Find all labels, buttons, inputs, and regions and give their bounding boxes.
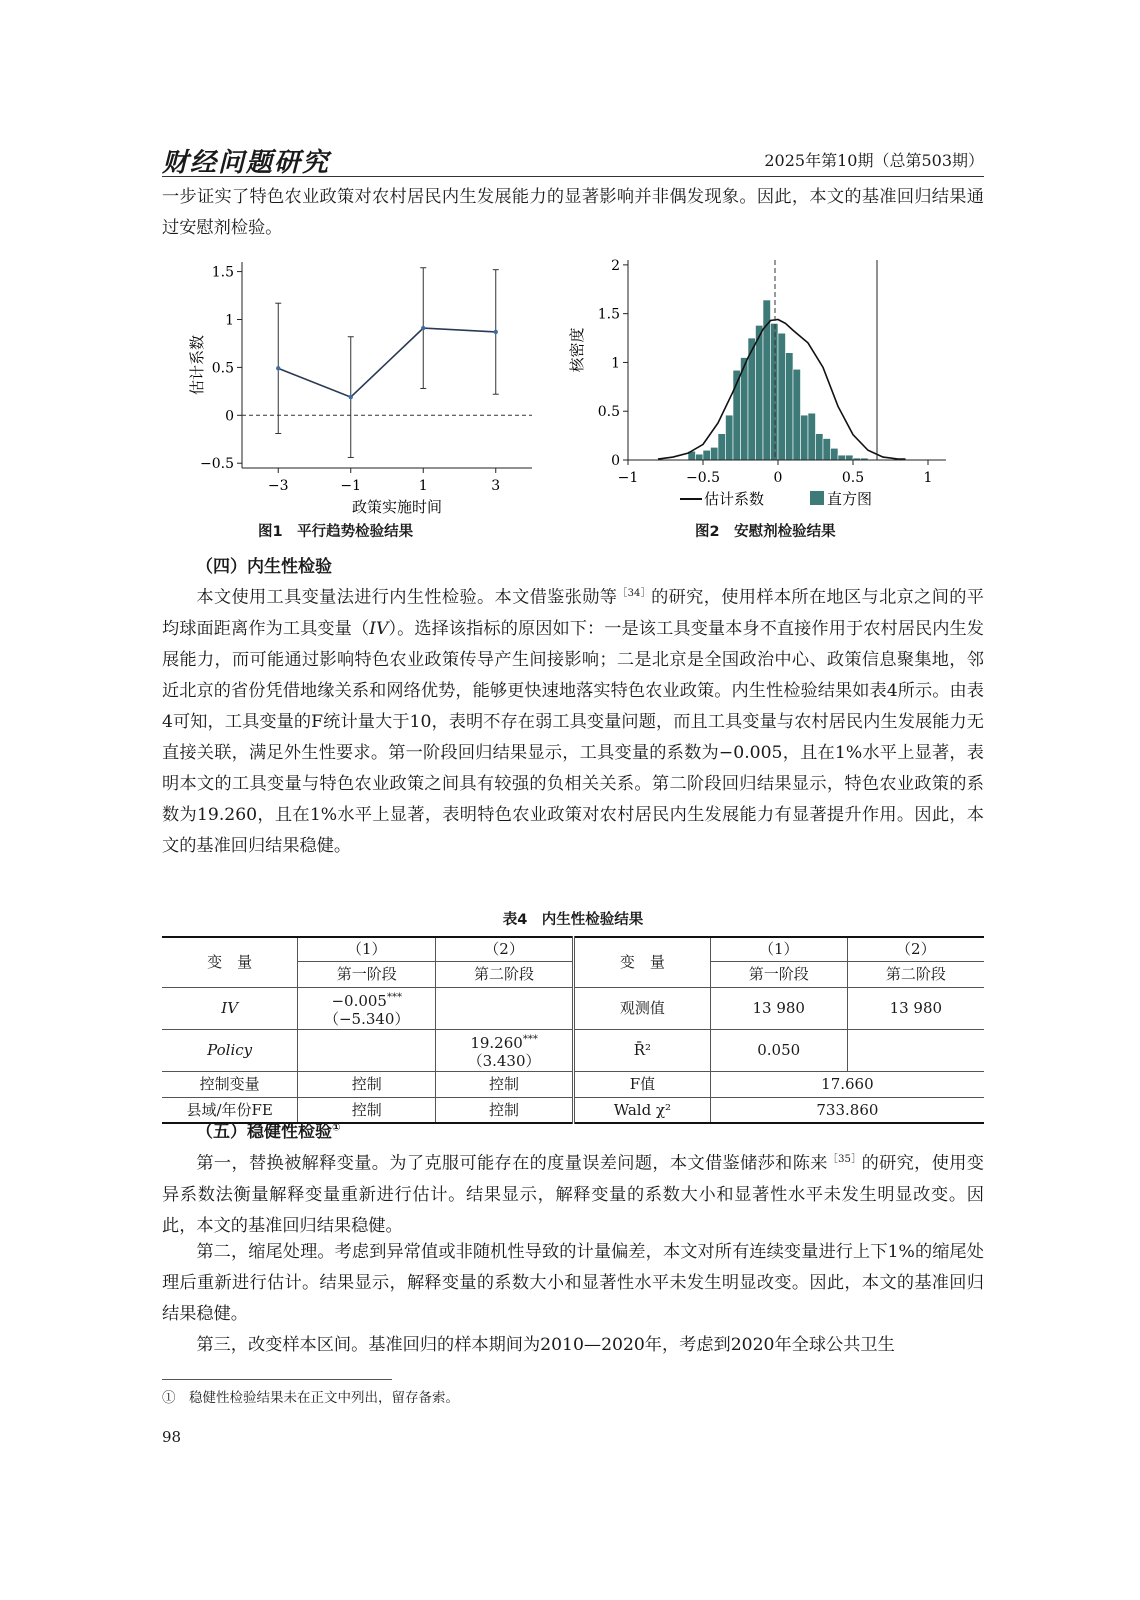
x-tick-label: 0: [773, 470, 783, 486]
y-tick-label: 0: [225, 408, 234, 425]
stage-2-label-right: 第二阶段: [847, 961, 984, 987]
coef-value: 19.260: [470, 1033, 523, 1052]
histogram-bar: [726, 415, 734, 460]
iv-tstat: （−5.340）: [323, 1009, 410, 1028]
histogram-bar: [696, 454, 704, 460]
section-5-heading: [196, 1117, 340, 1142]
journal-title: 财经问题研究: [162, 148, 331, 178]
row-label-iv: IV: [162, 987, 298, 1029]
y-axis-title: 核密度: [568, 327, 586, 373]
histogram-bar: [838, 455, 846, 460]
issue-info: 2025年第10期（总第503期）: [764, 151, 984, 170]
text-run: 的研究，使用样本所在地区与北京之间的平均球面距离作为工具变量（: [162, 587, 984, 639]
col-header-2: （2）: [436, 937, 574, 961]
heading-text: （五）稳健性检验: [196, 1122, 332, 1142]
section-5-paragraph-3: 第三，改变样本区间。基准回归的样本期间为2010—2020年，考虑到2020年全球公共卫生: [196, 1335, 895, 1355]
histogram-bar: [793, 369, 801, 460]
histogram-bar: [771, 323, 779, 460]
x-tick-label: 0.5: [841, 470, 865, 486]
y-tick-label: 1: [611, 355, 620, 372]
iv-stage2-cell: [436, 987, 574, 1029]
iv-symbol: IV: [369, 618, 389, 639]
estimate-point: [349, 395, 353, 399]
histogram-bar: [823, 439, 831, 460]
r2-c2: [847, 1029, 984, 1071]
figure-1-caption: 图1 平行趋势检验结果: [258, 524, 414, 540]
var-header-left: 变 量: [162, 937, 298, 987]
significance-stars: ***: [522, 1033, 538, 1045]
x-tick-label: 1: [418, 478, 428, 494]
row-label-policy: Policy: [162, 1029, 298, 1071]
y-tick-label: −0.5: [200, 456, 234, 473]
citation-ref-34: ［34］: [617, 588, 652, 599]
col-header-2-right: （2）: [847, 937, 984, 961]
wald-value: 733.860: [710, 1097, 984, 1123]
footnote-mark: ①: [332, 1122, 341, 1134]
x-axis-title: 政策实施时间: [351, 498, 443, 516]
page-header: [162, 142, 984, 177]
text-run: 本文使用工具变量法进行内生性检验。本文借鉴张勋等: [196, 587, 618, 608]
r2-c1: 0.050: [710, 1029, 847, 1071]
estimate-point: [421, 326, 425, 330]
row-label-r2: R̄²: [573, 1029, 710, 1071]
row-label-controls: 控制变量: [162, 1071, 298, 1097]
col-header-1: （1）: [298, 937, 436, 961]
page-number: 98: [162, 1428, 182, 1446]
citation-ref-35: ［35］: [827, 1154, 862, 1165]
histogram-bar: [846, 455, 854, 460]
section-5-paragraph-1: [162, 1144, 984, 1242]
y-tick-label: 0.5: [211, 360, 234, 377]
histogram-bar: [786, 353, 794, 460]
estimate-line: [278, 328, 496, 397]
policy-stage1-cell: [298, 1029, 436, 1071]
row-label-obs: 观测值: [573, 987, 710, 1029]
y-tick-label: 0.5: [597, 404, 620, 421]
policy-coef: [436, 1031, 572, 1052]
obs-c2: 13 980: [847, 987, 984, 1029]
legend-hist-label: 直方图: [827, 490, 873, 508]
y-tick-label: 1.5: [211, 264, 234, 281]
x-tick-label: −1: [340, 478, 362, 494]
x-tick-label: −0.5: [686, 470, 720, 486]
histogram-bar: [756, 325, 764, 460]
x-tick-label: −1: [617, 470, 639, 486]
histogram-bar: [831, 448, 839, 460]
iv-stage1-cell: [298, 987, 436, 1029]
stage-2-label: 第二阶段: [436, 961, 574, 987]
y-tick-label: 2: [611, 257, 620, 274]
y-tick-label: 1: [225, 312, 234, 329]
footnote-rule: [162, 1379, 392, 1380]
f-value: 17.660: [710, 1071, 984, 1097]
intro-paragraph: 一步证实了特色农业政策对农村居民内生发展能力的显著影响并非偶发现象。因此，本文的基准回归结果通过安慰剂检验。: [162, 187, 984, 238]
histogram-bar: [703, 450, 711, 460]
x-tick-label: −3: [267, 478, 289, 494]
estimate-point: [276, 366, 280, 370]
x-tick-label: 3: [491, 478, 501, 494]
section-5-paragraph-2: 第二，缩尾处理。考虑到异常值或非随机性导致的计量偏差，本文对所有连续变量进行上下1%的缩尾处理后重新进行估计。结果显示，解释变量的系数大小和显著性水平未发生明显改变。因此，本文的基准回归结果稳健。: [162, 1242, 984, 1324]
stage-1-label-right: 第一阶段: [710, 961, 847, 987]
policy-stage2-cell: [436, 1029, 574, 1071]
text-run: ）。选择该指标的原因如下：一是该工具变量本身不直接作用于农村居民内生发展能力，而可能通过影响特色农业政策传导产生间接影响；二是北京是全国政治中心、政策信息聚集地，邻近北京的省份凭借地缘关系和网络优势，能够更快速地落实特色农业政策。内生性检验结果如表4所示。由表4可知，工具变量的F统计量大于10，表明不存在弱工具变量问题，而且工具变量与农村居民内生发展能力无直接关联，满足外生性要求。第一阶段回归结果显示，工具变量的系数为−0.005，且在1%水平上显著，表明本文的工具变量与特色农业政策之间具有较强的负相关关系。第二阶段回归结果显示，特色农业政策的系数为19.260，且在1%水平上显著，表明特色农业政策对农村居民内生发展能力有显著提升作用。因此，本文的基准回归结果稳健。: [162, 618, 984, 856]
coef-value: −0.005: [331, 991, 387, 1010]
significance-stars: ***: [386, 991, 402, 1003]
stage-1-label: 第一阶段: [298, 961, 436, 987]
legend-kde-label: 估计系数: [704, 490, 765, 508]
row-label-fe: 县域/年份FE: [162, 1097, 298, 1123]
table-4-caption: 表4 内生性检验结果: [502, 912, 644, 928]
section-4-paragraph: [162, 578, 984, 862]
histogram-bar: [718, 434, 726, 460]
histogram-bar: [711, 447, 719, 460]
table-4: [162, 936, 984, 1124]
policy-tstat: （3.430）: [467, 1051, 541, 1070]
figure-2-chart: [560, 250, 960, 520]
figure-2-caption: 图2 安慰剂检验结果: [695, 524, 836, 540]
var-header-right: 变 量: [573, 937, 710, 987]
iv-coef: [298, 989, 435, 1010]
estimate-point: [494, 330, 498, 334]
y-tick-label: 0: [611, 453, 620, 469]
histogram-bar: [816, 434, 824, 460]
y-tick-label: 1.5: [597, 306, 620, 323]
row-label-wald: Wald χ²: [573, 1097, 710, 1123]
section-4-heading: （四）内生性检验: [196, 557, 332, 577]
histogram-bar: [808, 413, 816, 460]
footnote: ① 稳健性检验结果未在正文中列出，留存备索。: [162, 1390, 459, 1406]
row-label-f: F值: [573, 1071, 710, 1097]
histogram-bar: [801, 415, 809, 460]
text-run: 的研究，使用变异系数法衡量解释变量重新进行估计。结果显示，解释变量的系数大小和显著性水平未发生明显改变。因此，本文的基准回归结果稳健。: [162, 1153, 984, 1236]
fe-c2: 控制: [436, 1097, 574, 1123]
controls-c1: 控制: [298, 1071, 436, 1097]
text-run: 第一，替换被解释变量。为了克服可能存在的度量误差问题，本文借鉴储莎和陈来: [196, 1153, 828, 1174]
controls-c2: 控制: [436, 1071, 574, 1097]
obs-c1: 13 980: [710, 987, 847, 1029]
x-tick-label: 1: [923, 470, 933, 486]
figure-1-chart: [180, 250, 540, 520]
legend-hist-swatch: [810, 491, 824, 505]
fe-c1: 控制: [298, 1097, 436, 1123]
col-header-1-right: （1）: [710, 937, 847, 961]
y-axis-title: 估计系数: [188, 334, 206, 396]
histogram-bar: [778, 333, 786, 460]
